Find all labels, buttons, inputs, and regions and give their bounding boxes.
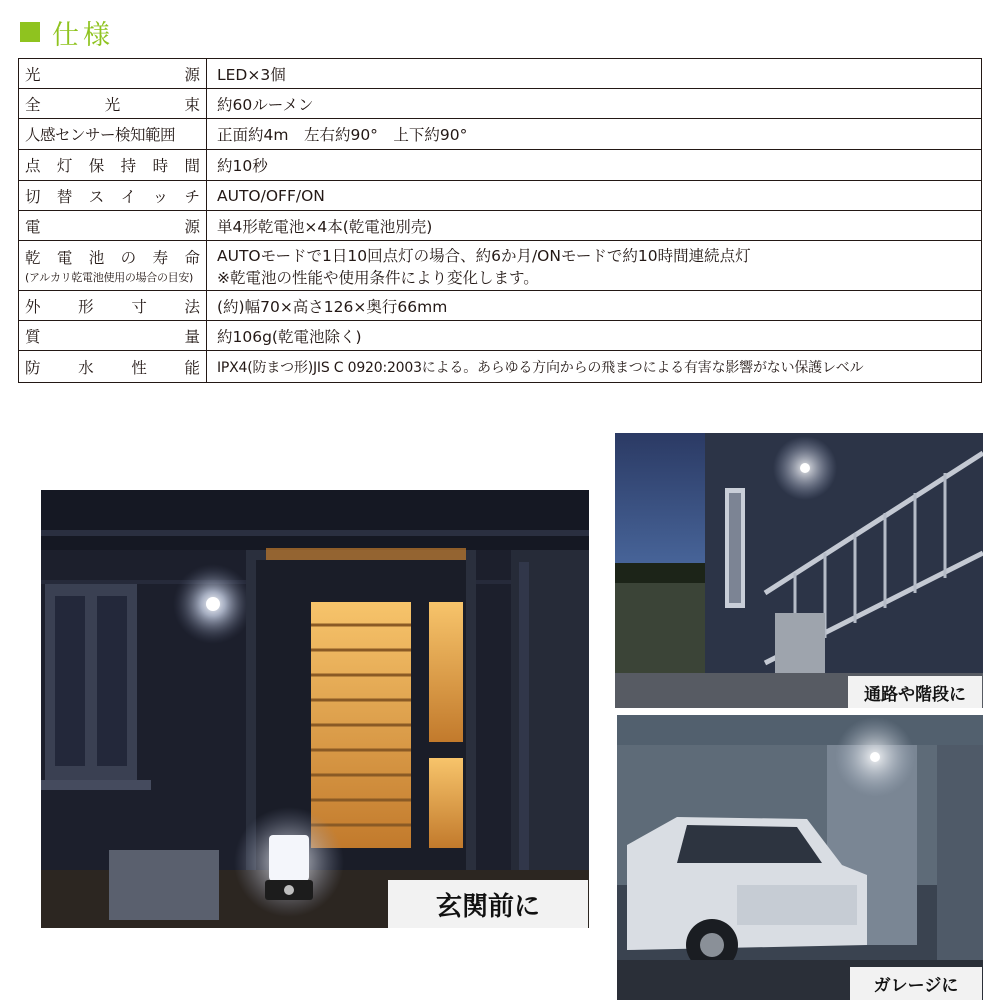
garage-caption: ガレージに — [850, 967, 982, 1000]
spec-value — [207, 59, 982, 89]
spec-label-char: 水 — [78, 358, 94, 377]
spec-value-note: ※乾電池の性能や使用条件により変化します。 — [217, 268, 539, 287]
spec-label-char: 間 — [184, 157, 200, 175]
spec-row — [19, 291, 982, 321]
spec-label — [19, 150, 207, 181]
spec-label-char: 源 — [184, 65, 200, 84]
spec-value — [207, 150, 982, 181]
garage-photo — [617, 715, 983, 1000]
spec-row — [19, 59, 982, 89]
spec-row — [19, 181, 982, 211]
spec-label-char: 外 — [25, 297, 41, 316]
spec-value — [207, 181, 982, 211]
stairs-caption: 通路や階段に — [848, 676, 982, 708]
stairs-photo — [615, 433, 983, 708]
spec-label-char: 全 — [25, 95, 41, 114]
spec-label-char: 池 — [88, 249, 105, 267]
spec-row — [19, 150, 982, 181]
spec-label — [19, 291, 207, 321]
spec-value-text: 約106g(乾電池除く) — [217, 327, 362, 346]
section-heading — [20, 14, 114, 50]
spec-label-char: 形 — [78, 297, 94, 316]
spec-label-char: 性 — [131, 358, 147, 377]
spec-label — [19, 321, 207, 351]
spec-row — [19, 89, 982, 119]
spec-label-char: 点 — [25, 157, 41, 175]
spec-value — [207, 241, 982, 291]
spec-label-char: 替 — [56, 187, 73, 206]
spec-label-char: 乾 — [25, 249, 41, 267]
spec-label-char: 保 — [88, 157, 105, 175]
spec-label-char: 能 — [184, 358, 200, 377]
spec-label — [19, 119, 207, 150]
spec-value-text: (約)幅70×高さ126×奥行66mm — [217, 297, 448, 316]
spec-label-char: 灯 — [56, 157, 73, 175]
spec-label-char: 命 — [184, 249, 200, 267]
spec-label-char: 源 — [184, 217, 200, 236]
spec-label-char: チ — [184, 187, 200, 206]
spec-value — [207, 119, 982, 150]
spec-label-char: 電 — [56, 249, 73, 267]
spec-label-note: (アルカリ乾電池使用の場合の目安) — [25, 271, 194, 284]
entrance-caption: 玄関前に — [388, 880, 588, 928]
spec-value-text: LED×3個 — [217, 65, 286, 84]
entrance-photo — [41, 490, 589, 928]
green-square-icon — [20, 22, 40, 42]
spec-value-text: 単4形乾電池×4本(乾電池別売) — [217, 217, 433, 236]
spec-label-char: 切 — [25, 187, 41, 206]
spec-label-char: 光 — [104, 95, 121, 114]
spec-row — [19, 211, 982, 241]
spec-label-char: イ — [120, 187, 137, 206]
spec-row — [19, 321, 982, 351]
spec-label-char: 寸 — [131, 297, 147, 316]
spec-table — [18, 58, 982, 383]
spec-value-text: IPX4(防まつ形)JIS C 0920:2003による。あらゆる方向からの飛まつによる有害な影響がない保護レベル — [217, 359, 864, 376]
spec-label-char: 防 — [25, 358, 41, 377]
spec-label-char: 時 — [152, 157, 169, 175]
section-title: 仕様 — [52, 19, 114, 51]
spec-value — [207, 321, 982, 351]
spec-label — [19, 211, 207, 241]
spec-value — [207, 351, 982, 383]
spec-value-text: 正面約4m 左右約90° 上下約90° — [217, 126, 468, 144]
spec-label-char: 質 — [25, 327, 41, 346]
spec-label-char: ス — [88, 187, 105, 206]
spec-row — [19, 119, 982, 150]
spec-label — [19, 241, 207, 291]
spec-label-text: 人感センサー検知範囲 — [25, 126, 176, 144]
spec-label-char: 電 — [25, 217, 41, 236]
spec-value-text: 約10秒 — [217, 157, 268, 175]
spec-label-char: 持 — [120, 157, 137, 175]
spec-row — [19, 241, 982, 291]
spec-label-char: 束 — [184, 95, 200, 114]
spec-value-text: AUTO/OFF/ON — [217, 186, 325, 205]
spec-label-char: 寿 — [152, 249, 169, 267]
spec-label — [19, 181, 207, 211]
spec-label-char: 法 — [184, 297, 200, 316]
spec-label — [19, 59, 207, 89]
spec-value — [207, 89, 982, 119]
spec-label-char: の — [120, 249, 137, 267]
spec-value — [207, 291, 982, 321]
spec-value-text: 約60ルーメン — [217, 95, 314, 114]
spec-value-text: AUTOモードで1日10回点灯の場合、約6か月/ONモードで約10時間連続点灯 — [217, 246, 751, 265]
spec-label-char: 光 — [25, 65, 41, 84]
spec-label — [19, 351, 207, 383]
spec-label — [19, 89, 207, 119]
spec-label-char: ッ — [152, 187, 169, 206]
spec-row — [19, 351, 982, 383]
spec-label-char: 量 — [184, 327, 200, 346]
spec-value — [207, 211, 982, 241]
